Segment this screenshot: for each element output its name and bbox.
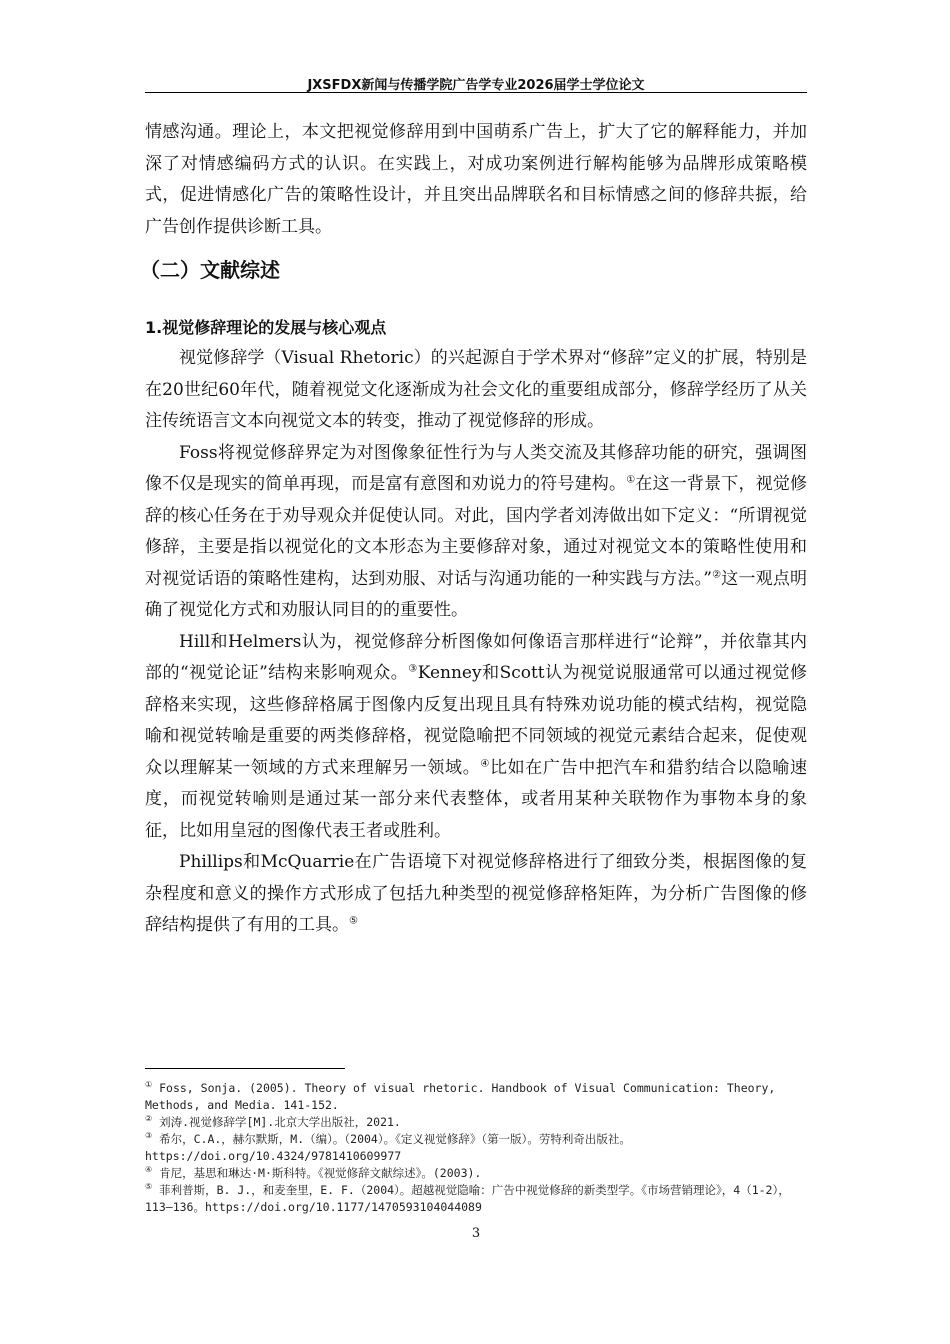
footnote-text: 肯尼，基思和琳达·M·斯科特。《视觉修辞文献综述》。(2003). [159, 1166, 482, 1180]
footnote-ref[interactable]: ④ [480, 757, 490, 769]
footnotes [145, 1080, 807, 1216]
footnote-separator [145, 1068, 345, 1069]
paragraph-text: Kenney和Scott认为视觉说服通常可以通过视觉修辞格来实现，这些修辞格属于图像内反复出现且具有特殊劝说功能的模式结构，视觉隐喻和视觉转喻是重要的两类修辞格，视觉隐喻把不同领域的视觉元素结合起来，促使观众以理解某一领域的方式来理解另一领域。 [145, 663, 808, 778]
paragraph-text: 在这一背景下，视觉修辞的核心任务在于劝导观众并促使认同。对此，国内学者刘涛做出如下定义：“所谓视觉修辞，主要是指以视觉化的文本形态为主要修辞对象，通过对视觉文本的策略性使用和对视觉话语的策略性建构，达到劝服、对话与沟通功能的一种实践与方法。” [145, 474, 808, 589]
paragraph-text: 比如在广告中把汽车和猎豹结合以隐喻速度，而视觉转喻则是通过某一部分来代表整体，或者用某种关联物作为事物本身的象征，比如用皇冠的图像代表王者或胜利。 [145, 757, 808, 841]
footnote-item [145, 1182, 807, 1216]
footnote-item [145, 1114, 807, 1131]
footnote-text: 刘涛.视觉修辞学[M].北京大学出版社，2021. [159, 1115, 401, 1129]
paragraph-phillips-mcquarrie [145, 847, 807, 942]
paragraph-text: Hill和Helmers认为，视觉修辞分析图像如何像语言那样进行“论辩”，并依靠其内部的“视觉论证”结构来影响观众。 [145, 631, 807, 683]
running-header: JXSFDX新闻与传播学院广告学专业2026届学士学位论文 [307, 78, 645, 93]
paragraph-text: 视觉修辞学（Visual Rhetoric）的兴起源自于学术界对“修辞”定义的扩展，特别是在20世纪60年代，随着视觉文化逐渐成为社会文化的重要组成部分，修辞学经历了从关注传统语言文本向视觉文本的转变，推动了视觉修辞的形成。 [145, 348, 807, 431]
footnote-mark: ① [145, 1080, 153, 1090]
paragraph-text: Foss将视觉修辞界定为对图像象征性行为与人类交流及其修辞功能的研究，强调图像不仅是现实的简单再现，而是富有意图和劝说力的符号建构。 [145, 442, 807, 494]
footnote-mark: ⑤ [145, 1182, 153, 1192]
footnote-item [145, 1080, 807, 1114]
footnote-mark: ④ [145, 1165, 153, 1175]
footnote-ref[interactable]: ⑤ [349, 915, 358, 927]
footnote-ref[interactable]: ① [626, 474, 636, 486]
top-paragraph-block [145, 117, 807, 243]
page-number: 3 [471, 1226, 481, 1241]
footnote-item [145, 1131, 807, 1165]
section-heading: （二）文献综述 [140, 258, 280, 282]
footnote-text: 希尔，C.A.，赫尔默斯，M.（编）。（2004）。《定义视觉修辞》（第一版）。劳特利奇出版社。https://doi.org/10.4324/9781410609977 [145, 1132, 631, 1163]
header-rule [145, 92, 807, 93]
footnote-ref[interactable]: ② [711, 568, 722, 580]
footnote-text: 菲利普斯，B. J.，和麦奎里，E. F.（2004）。超越视觉隐喻：广告中视觉修辞的新类型学。《市场营销理论》，4（1-2），113–136。https://doi.org/10.1177/1470593104044089 [145, 1183, 790, 1214]
footnote-ref[interactable]: ③ [408, 663, 418, 675]
footnote-mark: ③ [145, 1131, 153, 1141]
footnote-mark: ② [145, 1114, 153, 1124]
literature-review-body [145, 343, 807, 942]
subsection-heading: 1.视觉修辞理论的发展与核心观点 [145, 318, 387, 337]
paragraph-text: Phillips和McQuarrie在广告语境下对视觉修辞格进行了细致分类，根据图像的复杂程度和意义的操作方式形成了包括九种类型的视觉修辞格矩阵，为分析广告图像的修辞结构提供了有用的工具。 [145, 852, 807, 935]
footnote-text: Foss, Sonja. (2005). Theory of visual rhetoric. Handbook of Visual Communication: Theory, Methods, and Media. 141-152. [145, 1081, 776, 1112]
paragraph-continued: 情感沟通。理论上，本文把视觉修辞用到中国萌系广告上，扩大了它的解释能力，并加深了对情感编码方式的认识。在实践上，对成功案例进行解构能够为品牌形成策略模式，促进情感化广告的策略性设计，并且突出品牌联名和目标情感之间的修辞共振，给广告创作提供诊断工具。 [145, 122, 807, 237]
footnote-item [145, 1165, 807, 1182]
paragraph-hill-helmers [145, 627, 807, 848]
paragraph-text: 这一观点明确了视觉化方式和劝服认同目的的重要性。 [145, 568, 807, 620]
paragraph-visual-rhetoric-origin [145, 343, 807, 438]
paragraph-foss-definition [145, 438, 807, 627]
